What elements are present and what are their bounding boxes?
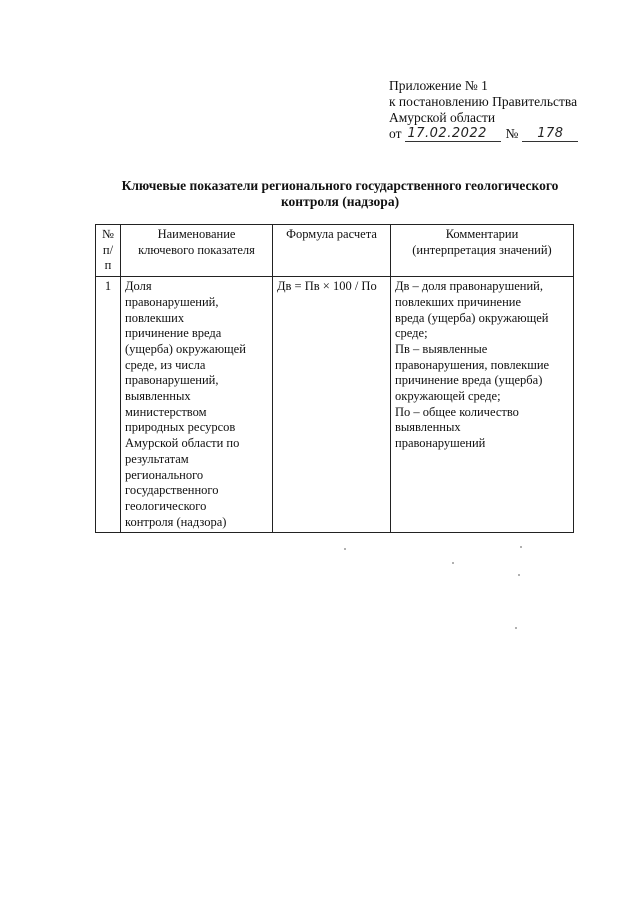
comment-line: По – общее количество: [395, 404, 519, 419]
handwritten-number: 178: [522, 127, 578, 142]
kpi-table: [95, 224, 574, 533]
indicator-name-line: причинение вреда: [125, 326, 222, 341]
document-title: [95, 178, 585, 210]
scan-speck: [515, 627, 517, 629]
header-num-line2: п/п: [102, 242, 114, 273]
indicator-name-line: (ущерба) окружающей: [125, 341, 246, 356]
handwritten-date: 17.02.2022: [405, 127, 501, 142]
indicator-name-line: среде, из числа: [125, 357, 206, 372]
header-comment: [391, 225, 574, 277]
title-line-2: контроля (надзора): [280, 194, 400, 209]
indicator-name-line: Доля: [125, 279, 152, 294]
header-name-line2: ключевого показателя: [138, 242, 255, 257]
header-comment-line1: Комментарии: [445, 227, 519, 241]
indicator-name-line: выявленных: [125, 389, 191, 404]
indicator-name-line: повлекших: [125, 310, 185, 325]
indicator-name-line: Амурской области по: [125, 436, 240, 451]
number-label: №: [505, 126, 519, 141]
indicator-name-line: геологического: [125, 498, 207, 513]
date-number-line: [389, 126, 578, 142]
region-name: Амурской области: [389, 110, 496, 125]
header-name-line1: Наименование: [157, 227, 236, 241]
row-number: 1: [96, 277, 121, 533]
indicator-name-line: министерством: [125, 404, 207, 419]
header-num-line1: №: [102, 227, 114, 241]
table-row: [96, 277, 574, 533]
comment-line: Дв – доля правонарушений,: [395, 279, 543, 294]
scan-speck: [452, 562, 454, 564]
comment-line: вреда (ущерба) окружающей: [395, 310, 549, 325]
table-header-row: [96, 225, 574, 277]
comment-line: Пв – выявленные: [395, 341, 488, 356]
resolution-reference: к постановлению Правительства: [389, 94, 578, 109]
scan-speck: [520, 546, 522, 548]
formula-cell: Дв = Пв × 100 / По: [273, 277, 391, 533]
header-formula-text: Формула расчета: [286, 227, 377, 241]
header-comment-line2: (интерпретация значений): [412, 242, 552, 257]
indicator-name-line: правонарушений,: [125, 373, 219, 388]
scan-speck: [344, 548, 346, 550]
header-formula: [273, 225, 391, 277]
indicator-name-line: регионального: [125, 467, 204, 482]
comment-line: окружающей среде;: [395, 389, 501, 404]
from-label: от: [389, 126, 402, 141]
comment-line: правонарушений: [395, 436, 486, 451]
indicator-name-line: контроля (надзора): [125, 514, 227, 529]
comment-cell: [391, 277, 574, 533]
indicator-name: [121, 277, 273, 533]
title-line-1: Ключевые показатели регионального государственного геологического: [121, 178, 559, 193]
comment-line: среде;: [395, 326, 428, 341]
comment-line: выявленных: [395, 420, 461, 435]
indicator-name-line: результатам: [125, 451, 189, 466]
appendix-number: Приложение № 1: [389, 78, 488, 93]
header-name: [121, 225, 273, 277]
indicator-name-line: правонарушений,: [125, 294, 219, 309]
comment-line: причинение вреда (ущерба): [395, 373, 543, 388]
header-num: [96, 225, 121, 277]
scan-speck: [518, 574, 520, 576]
indicator-name-line: природных ресурсов: [125, 420, 236, 435]
appendix-header: [389, 78, 578, 142]
comment-line: повлекших причинение: [395, 294, 521, 309]
comment-line: правонарушения, повлекшие: [395, 357, 550, 372]
indicator-name-line: государственного: [125, 483, 219, 498]
